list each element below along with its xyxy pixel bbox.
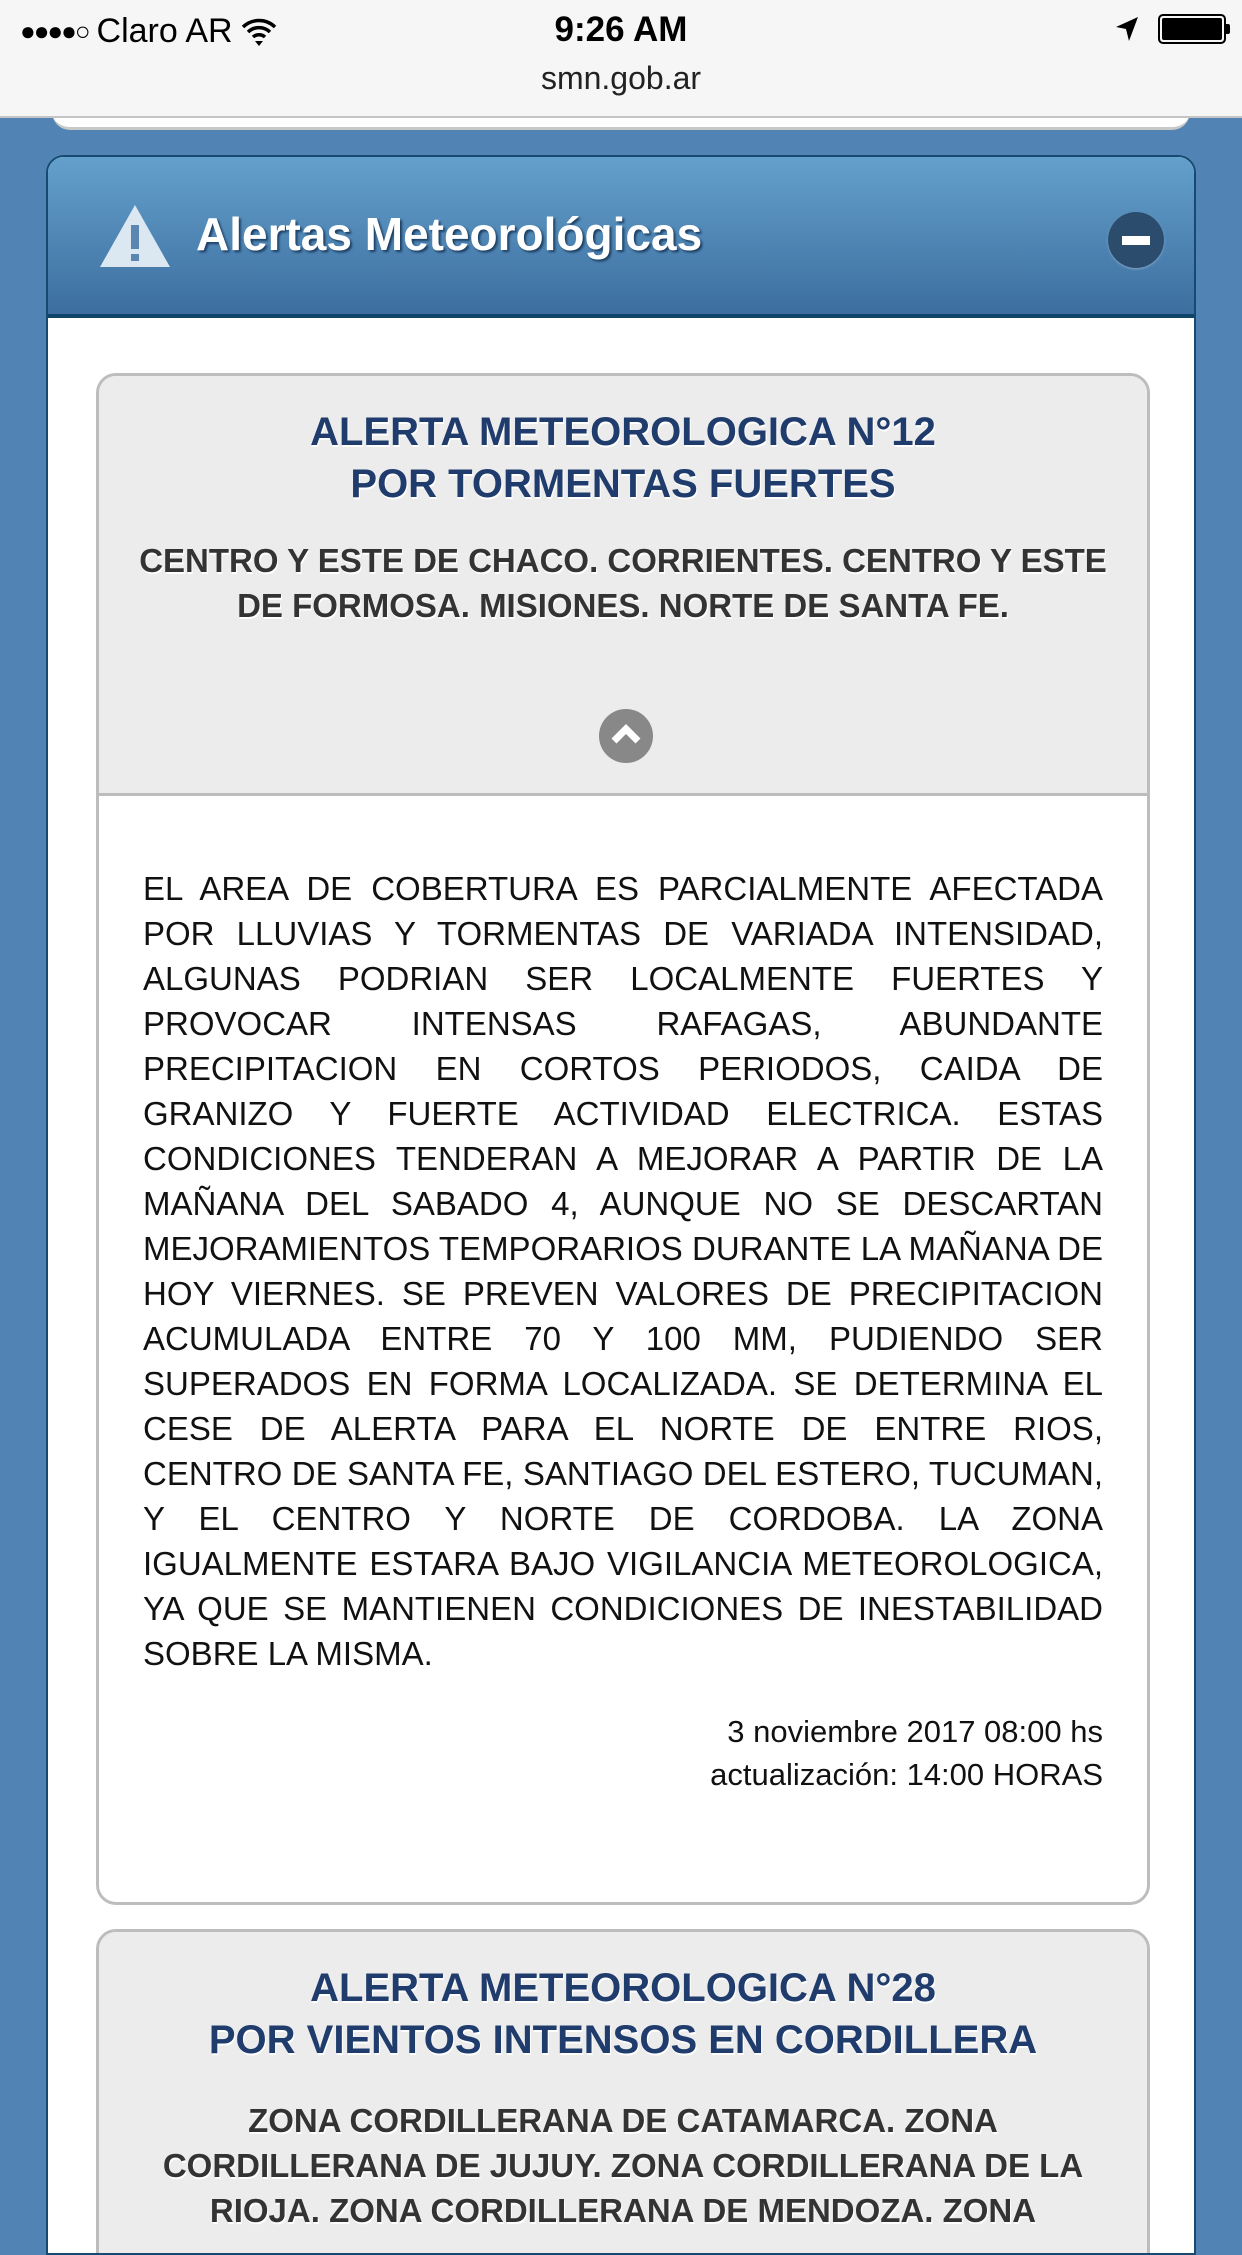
- alerts-panel: [46, 155, 1196, 2255]
- alerts-panel-header[interactable]: [48, 157, 1194, 318]
- location-arrow-icon: [1114, 15, 1140, 43]
- alert-card: [96, 1929, 1150, 2255]
- address-bar[interactable]: smn.gob.ar: [540, 60, 702, 96]
- battery-icon: [1158, 14, 1226, 44]
- alert-body: EL AREA DE COBERTURA ES PARCIALMENTE AFECTADA POR LLUVIAS Y TORMENTAS DE VARIADA INTENSIDAD, ALGUNAS PODRIAN SER LOCALMENTE FUERTES Y PROVOCAR INTENSAS RAFAGAS, ABUNDANTE PRECIPITACION EN CORTOS PERIODOS, CAIDA DE GRANIZO Y FUERTE ACTIVIDAD ELECTRICA. ESTAS CONDICIONES TENDERAN A MEJORAR A PARTIR DE LA MAÑANA DEL SABADO 4, AUNQUE NO SE DESCARTAN MEJORAMIENTOS TEMPORARIOS DURANTE LA MAÑANA DE HOY VIERNES. SE PREVEN VALORES DE PRECIPITACION ACUMULADA ENTRE 70 Y 100 MM, PUDIENDO SER SUPERADOS EN FORMA LOCALIZADA. SE DETERMINA EL CESE DE ALERTA PARA EL NORTE DE ENTRE RIOS, CENTRO DE SANTA FE, SANTIAGO DEL ESTERO, TUCUMAN, Y EL CENTRO Y NORTE DE CORDOBA. LA ZONA IGUALMENTE ESTARA BAJO VIGILANCIA METEOROLOGICA, YA QUE SE MANTIENEN CONDICIONES DE INESTABILIDAD SOBRE LA MISMA.: [143, 870, 1103, 1672]
- alert-subtitle: POR VIENTOS INTENSOS EN CORDILLERA: [208, 2018, 1038, 2062]
- browser-status-bar: [0, 0, 1242, 118]
- update-time: actualización: 14:00 HORAS: [710, 1757, 1103, 1792]
- clock: 9:26 AM: [554, 10, 688, 49]
- alert-title: ALERTA METEOROLOGICA N°12: [310, 410, 936, 454]
- alert-date: [99, 1676, 1147, 1796]
- alert-subtitle: POR TORMENTAS FUERTES: [350, 462, 896, 506]
- chevron-up-button[interactable]: [599, 709, 653, 763]
- alert-areas: ZONA CORDILLERANA DE CATAMARCA. ZONA CORDILLERANA DE JUJUY. ZONA CORDILLERANA DE LA RIOJA. ZONA CORDILLERANA DE MENDOZA. ZONA: [162, 2102, 1084, 2229]
- issue-date: 3 noviembre 2017 08:00 hs: [727, 1714, 1103, 1749]
- panel-title: Alertas Meteorológicas: [196, 208, 703, 260]
- alert-title: ALERTA METEOROLOGICA N°28: [310, 1966, 936, 2010]
- alert-header[interactable]: [99, 376, 1147, 796]
- alert-areas: CENTRO Y ESTE DE CHACO. CORRIENTES. CENTRO Y ESTE DE FORMOSA. MISIONES. NORTE DE SANTA FE.: [139, 542, 1107, 624]
- chevron-up-icon: [599, 709, 653, 763]
- carrier-name: Claro AR: [96, 12, 233, 50]
- signal-icon: ●●●●○: [20, 16, 89, 46]
- collapse-button[interactable]: [1108, 212, 1164, 268]
- alert-card: [96, 373, 1150, 1905]
- alert-header[interactable]: [99, 1932, 1147, 2255]
- warning-icon: [98, 203, 172, 269]
